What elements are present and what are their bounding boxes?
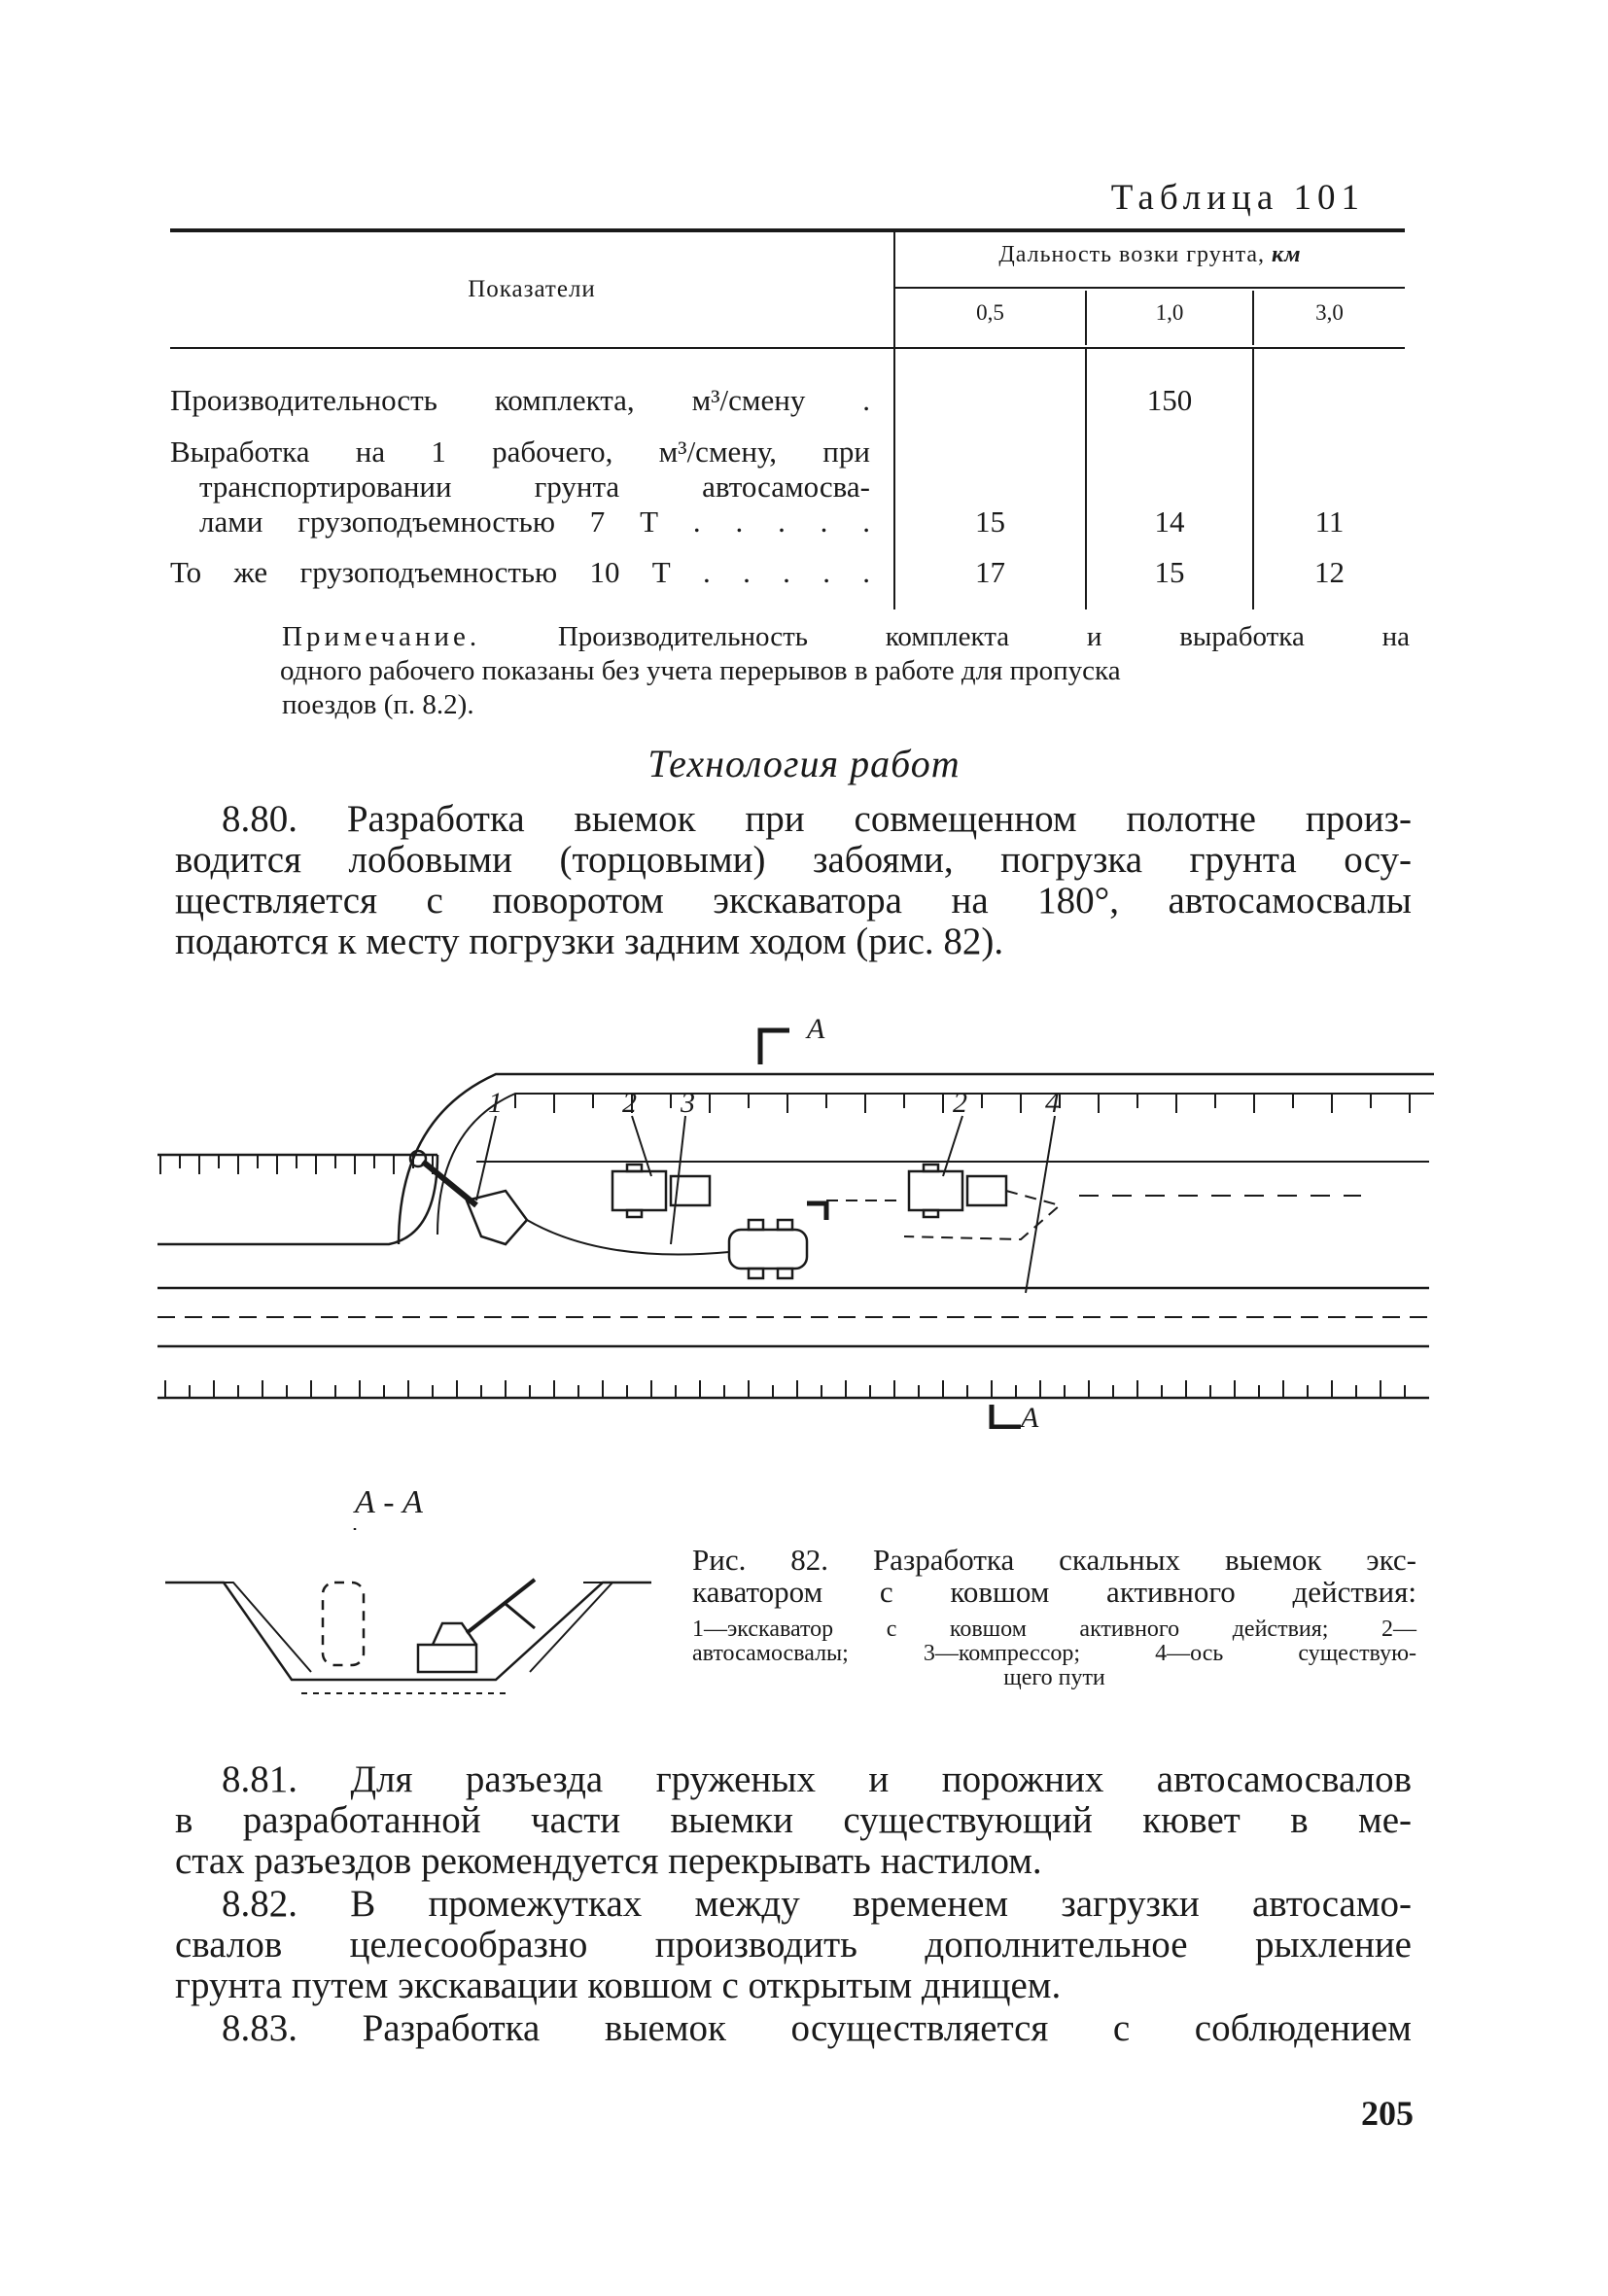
leader-line [1026,1116,1055,1293]
row-label-line: Выработка на 1 рабочего, м³/смену, при [170,435,870,469]
paragraph-8-80 [175,799,1412,962]
legend-line: 1—экскаватор с ковшом активного действия; 2— [692,1617,1416,1642]
section-title: Технология работ [647,742,961,785]
table-body [170,349,1405,609]
callout-4: 4 [1045,1087,1060,1119]
header-distance-unit: км [1272,242,1302,267]
excavation-plan-figure [146,1011,1439,1429]
para-line: водится лобовыми (торцовыми) забоями, погрузка грунта осу- [175,839,1412,881]
para-line: свалов целесообразно производить дополнительное рыхление [175,1924,1412,1966]
para-line: 8.81. Для разъезда груженых и порожних автосамосвалов [222,1758,1412,1800]
table-row-label [170,435,870,539]
caption-legend [692,1618,1416,1690]
note-line-2: одного рабочего показаны без учета перерывов в работе для пропуска [280,655,1121,686]
table-cell: 150 [1146,383,1193,417]
paragraph-8-82 [175,1884,1412,2006]
para-line: грунта путем экскавации ковшом с открытым днищем. [175,1965,1062,2006]
excavator-icon [418,1580,535,1672]
callout-2: 2 [953,1087,967,1119]
truck-route [826,1191,1060,1239]
header-distance-text: Дальность возки грунта, [998,242,1273,267]
header-distance-2: 1,0 [1155,300,1184,325]
callout-3: 3 [681,1087,695,1119]
row-label-line: лами грузоподъемностью 7 Т . . . . . [199,504,870,539]
tick-row [165,1380,1405,1398]
row-label-line: Производительность комплекта, м³/смену . [170,383,870,417]
para-line: подаются к месту погрузки задним ходом (рис. 82). [175,921,1004,962]
turn-mark [807,1203,826,1220]
row-label-line: То же грузоподъемностью 10 Т . . . . . [170,555,870,589]
leader-line [476,1116,496,1200]
header-distance-3: 3,0 [1315,300,1344,325]
tick-row [160,1155,433,1174]
slope-hatch [204,1583,311,1672]
header-distance-1: 0,5 [976,300,1004,325]
note-line [282,620,1410,654]
note-lead: Примечание. [282,621,481,652]
slope-hatch [530,1583,612,1672]
table-caption: Таблица 101 [1110,178,1365,218]
legend-line: щего пути [1003,1665,1105,1690]
para-line: ществляется с поворотом экскаватора на 180°, автосамосвалы [175,880,1412,922]
productivity-table [170,228,1405,609]
para-line: 8.83. Разработка выемок осуществляется с соблюдением [222,2007,1412,2049]
para-line: 8.82. В промежутках между временем загрузки автосамо- [222,1883,1412,1925]
dump-truck-icon [323,1583,364,1665]
table-cell: 11 [1314,504,1345,539]
paragraph-8-81 [175,1759,1412,1882]
section-mark-label: А [1021,1402,1039,1429]
compressor-icon [729,1220,807,1278]
figure-caption [692,1544,1416,1690]
header-distance-group [895,242,1405,281]
row-label-line: транспортировании грунта автосамосва- [199,470,870,504]
caption-title [692,1544,1416,1608]
compressor-hose [527,1220,729,1255]
cut-profile [165,1583,651,1680]
leader-line [671,1116,685,1244]
page-number: 205 [1361,2094,1414,2133]
section-mark-bottom [992,1405,1021,1427]
caption-line: каватором с ковшом активного действия: [692,1575,1416,1609]
table-cell: 15 [1154,555,1185,589]
header-indicators: Показатели [468,276,596,302]
table-cell: 17 [975,555,1005,589]
dump-truck-icon [612,1165,710,1217]
section-mark-label: А [807,1013,825,1045]
cross-section-figure [146,1478,671,1711]
table-cell: 15 [975,504,1005,539]
para-line: в разработанной части выемки существующий кювет в ме- [175,1799,1412,1841]
table-cell: 12 [1314,555,1345,589]
table-row-label [170,383,870,418]
table-cell: 14 [1154,504,1185,539]
table-header [170,232,1405,347]
table-note [282,620,1410,722]
legend-line: автосамосвалы; 3—компрессор; 4—ось существую- [692,1641,1416,1666]
para-line: 8.80. Разработка выемок при совмещенном полотне произ- [222,798,1412,840]
header-group-rule [895,287,1405,289]
leader-line [943,1116,962,1176]
note-line-3: поездов (п. 8.2). [282,689,474,720]
callout-1: 1 [488,1087,503,1119]
dump-truck-icon [909,1165,1006,1217]
caption-line: Рис. 82. Разработка скальных выемок экс- [692,1543,1416,1577]
callout-2: 2 [622,1087,637,1119]
cross-section-label: А - А [355,1484,423,1520]
note-line-1: Производительность комплекта и выработка на [480,621,1410,652]
para-line: стах разъездов рекомендуется перекрывать настилом. [175,1840,1042,1882]
table-row-label [170,555,870,590]
paragraph-8-83 [175,2008,1412,2049]
section-mark-top [760,1030,789,1064]
excavator-icon [410,1151,527,1244]
